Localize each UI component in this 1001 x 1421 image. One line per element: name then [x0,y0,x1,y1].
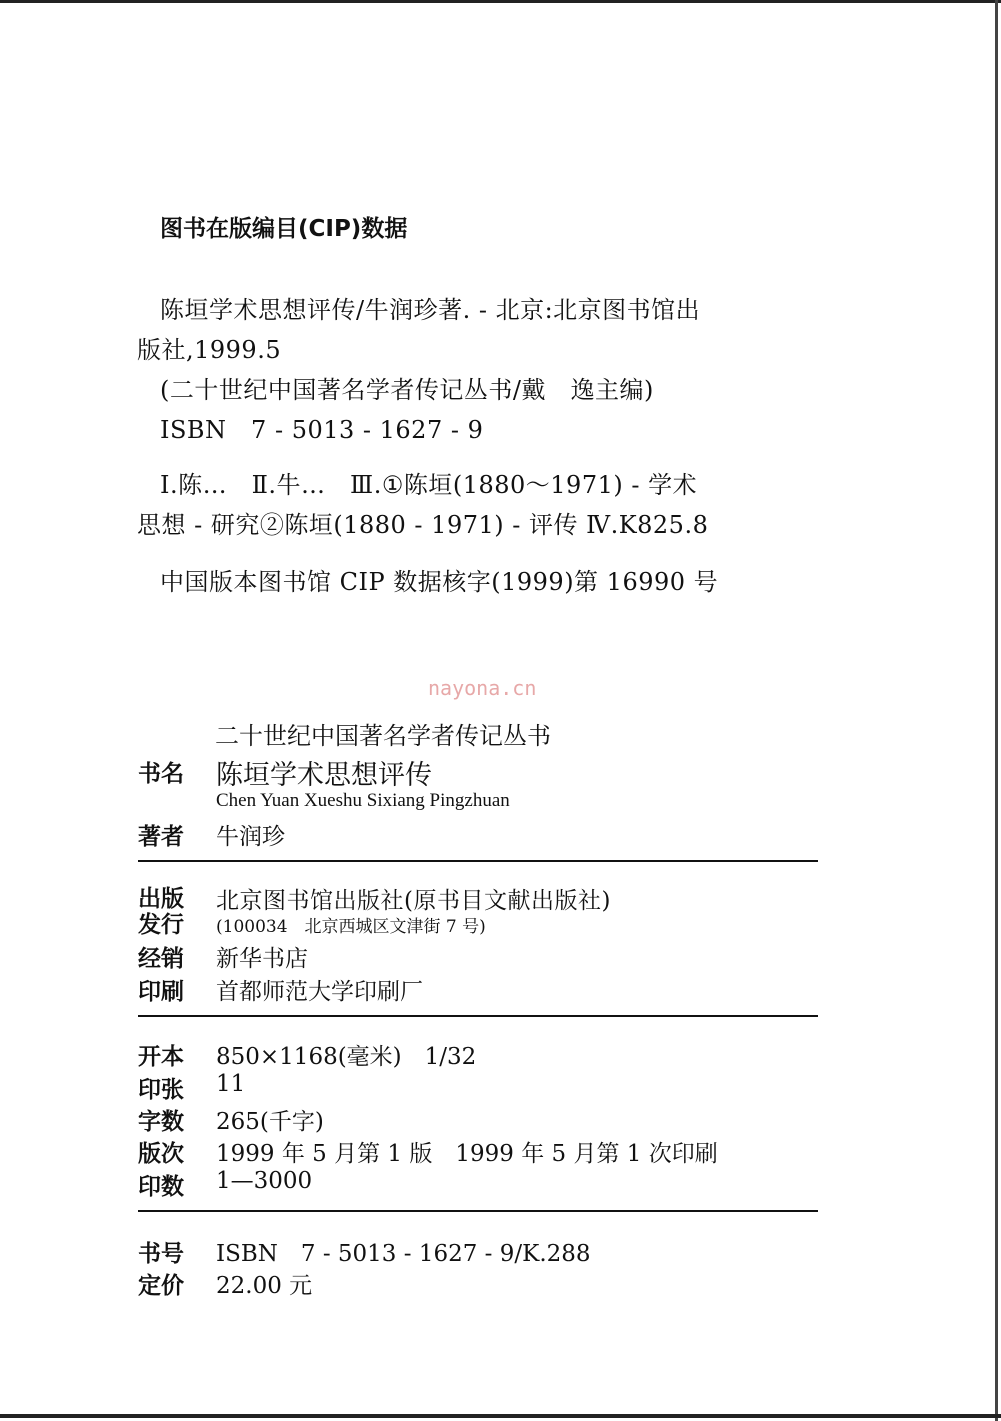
cip-line-7: 中国版本图书馆 CIP 数据核字(1999)第 16990 号 [160,568,719,596]
publisher-value: 北京图书馆出版社(原书目文献出版社) [216,888,611,914]
publish-label: 出版 [138,886,184,912]
page-edge-right [995,0,998,1421]
print-value: 首都师范大学印刷厂 [216,979,423,1005]
divider-2 [138,1015,818,1017]
title-label: 书名 [138,761,184,787]
page-edge-top [0,0,1001,3]
cip-line-5: Ⅰ.陈… Ⅱ.牛… Ⅲ.①陈垣(1880～1971) - 学术 [160,471,698,499]
cip-line-3: (二十世纪中国著名学者传记丛书/戴 逸主编) [160,376,654,404]
page-edge-bottom [0,1414,1001,1418]
format-label: 开本 [138,1044,184,1070]
sales-label: 经销 [138,946,184,972]
divider-1 [138,860,818,862]
isbn-value: ISBN 7 - 5013 - 1627 - 9/K.288 [216,1241,591,1267]
title-pinyin: Chen Yuan Xueshu Sixiang Pingzhuan [216,790,510,811]
words-value: 265(千字) [216,1109,324,1135]
distribute-label: 发行 [138,912,184,938]
title-value: 陈垣学术思想评传 [216,760,432,791]
price-value: 22.00 元 [216,1273,313,1299]
cip-heading: 图书在版编目(CIP)数据 [160,216,408,242]
format-value: 850×1168(毫米) 1/32 [216,1044,477,1070]
author-value: 牛润珍 [216,824,285,850]
price-label: 定价 [138,1273,184,1299]
author-label: 著者 [138,824,184,850]
cip-line-2: 版社,1999.5 [137,336,282,364]
series-name: 二十世纪中国著名学者传记丛书 [215,722,551,750]
edition-label: 版次 [138,1141,184,1167]
words-label: 字数 [138,1109,184,1135]
sheets-label: 印张 [138,1077,184,1103]
cip-line-6: 思想 - 研究②陈垣(1880 - 1971) - 评传 Ⅳ.K825.8 [137,511,709,539]
edition-value: 1999 年 5 月第 1 版 1999 年 5 月第 1 次印刷 [216,1141,718,1167]
sheets-value: 11 [216,1071,246,1097]
watermark-text: nayona.cn [428,676,537,700]
sales-value: 新华书店 [216,946,308,972]
cip-line-4: ISBN 7 - 5013 - 1627 - 9 [160,416,484,444]
copies-label: 印数 [138,1174,184,1200]
divider-3 [138,1210,818,1212]
copies-value: 1—3000 [216,1168,313,1194]
publisher-address: (100034 北京西城区文津街 7 号) [216,917,486,937]
isbn-label: 书号 [138,1241,184,1267]
print-label: 印刷 [138,979,184,1005]
cip-line-1: 陈垣学术思想评传/牛润珍著. - 北京:北京图书馆出 [160,296,701,324]
